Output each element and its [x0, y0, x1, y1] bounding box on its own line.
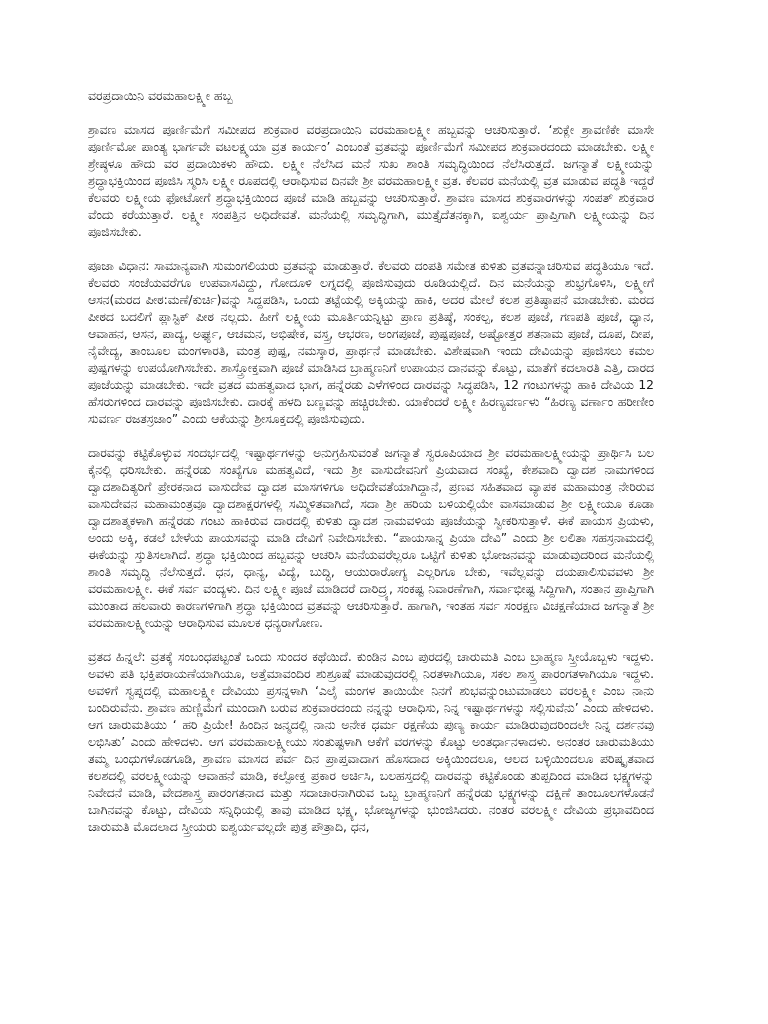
- document-page: [88, 88, 654, 1008]
- paragraph-thread-significance: ದಾರವನ್ನು ಕಟ್ಟಿಕೊಳ್ಳುವ ಸಂದರ್ಭದಲ್ಲಿ ಇಷ್ಟಾರ್ಥಗಳನ್ನು ಅನುಗ್ರಹಿಸುವಂತೆ ಜಗನ್ಮಾತೆ ಸ್ವರೂಪಿಯಾದ ಶ್ರೀ ವರಮಹಾಲಕ್ಷ್ಮೀಯನ್ನು ಪ್ರಾರ್ಥಿಸಿ ಬಲ ಕೈನಲ್ಲಿ ಧರಿಸಬೇಕು. ಹನ್ನೆರಡು ಸಂಖ್ಯೆಗೂ ಮಹತ್ವವಿದೆ, ಇದು ಶ್ರೀ ವಾಸುದೇವನಿಗೆ ಪ್ರಿಯವಾದ ಸಂಖ್ಯೆ, ಕೇಶವಾದಿ ದ್ವಾದಶ ನಾಮಗಳಿಂದ ದ್ವಾದಶಾದಿತ್ಯರಿಗೆ ಪ್ರೇರಕನಾದ ವಾಸುದೇವ ದ್ವಾದಶ ಮಾಸಗಳಿಗೂ ಅಧಿದೇವತೆಯಾಗಿದ್ದಾನೆ, ಪ್ರಣವ ಸಹಿತವಾದ ವ್ಯಾಪಕ ಮಹಾಮಂತ್ರ ನೇರಿರುವ ವಾಸುದೇವನ ಮಹಾಮಂತ್ರವೂ ದ್ವಾದಶಾಕ್ಷರಗಳಲ್ಲಿ ಸಮ್ಮಿಳಿತವಾಗಿದೆ, ಸದಾ ಶ್ರೀ ಹರಿಯ ಬಳಿಯಲ್ಲಿಯೇ ವಾಸಮಾಡುವ ಶ್ರೀ ಲಕ್ಷ್ಮೀಯೂ ಕೂಡಾ ದ್ವಾದಶಾತ್ಮಕಳಾಗಿ ಹನ್ನೆರಡು ಗಂಟು ಹಾಕಿರುವ ದಾರದಲ್ಲಿ ಕುಳಿತು ದ್ವಾದಶ ನಾಮವಳಿಯ ಪೂಜೆಯನ್ನು ಸ್ವೀಕರಿಸುತ್ತಾಳೆ. ಈಕೆ ಪಾಯಸ ಪ್ರಿಯಳು, ಅಂದು ಅಕ್ಕಿ, ಕಡಲೆ ಬೇಳೆಯ ಪಾಯಸವನ್ನು ಮಾಡಿ ದೇವಿಗೆ ನಿವೇದಿಸಬೇಕು. “ಪಾಯಸಾನ್ನ ಪ್ರಿಯಾ ದೇವಿ” ಎಂದು ಶ್ರೀ ಲಲಿತಾ ಸಹಸ್ರನಾಮದಲ್ಲಿ ಈಕೆಯನ್ನು ಸ್ತುತಿಸಲಾಗಿದೆ. ಶ್ರದ್ಧಾ ಭಕ್ತಿಯಿಂದ ಹಬ್ಬವನ್ನು ಆಚರಿಸಿ ಮನೆಯವರೆಲ್ಲರೂ ಒಟ್ಟಿಗೆ ಕುಳಿತು ಭೋಜನವನ್ನು ಮಾಡುವುದರಿಂದ ಮನೆಯಲ್ಲಿ ಶಾಂತಿ ಸಮೃದ್ಧಿ ನೆಲೆಸುತ್ತದೆ. ಧನ, ಧಾನ್ಯ, ವಿದ್ಯೆ, ಬುದ್ಧಿ, ಆಯುರಾರೋಗ್ಯ ಎಲ್ಲರಿಗೂ ಬೇಕು, ಇವೆಲ್ಲವನ್ನು ದಯಪಾಲಿಸುವವಳು ಶ್ರೀ ವರಮಹಾಲಕ್ಷ್ಮೀ. ಈಕೆ ಸರ್ವ ವಂದ್ಯಳು. ದಿನ ಲಕ್ಷ್ಮೀ ಪೂಜೆ ಮಾಡಿದರೆ ದಾರಿದ್ರ್ಯ, ಸಂಕಷ್ಟ ನಿವಾರಣೆಗಾಗಿ, ಸರ್ವಾಭೀಷ್ಟ ಸಿದ್ದಿಗಾಗಿ, ಸಂತಾನ ಪ್ರಾಪ್ತಿಗಾಗಿ ಮುಂತಾದ ಹಲವಾರು ಕಾರಣಗಳಿಗಾಗಿ ಶ್ರದ್ಧಾ ಭಕ್ತಿಯಿಂದ ವ್ರತವನ್ನು ಆಚರಿಸುತ್ತಾರೆ. ಹಾಗಾಗಿ, ಇಂತಹ ಸರ್ವ ಸಂರಕ್ಷಣ ವಿಚಕ್ಷಣೆಯಾದ ಜಗನ್ಮಾತೆ ಶ್ರೀ ವರಮಹಾಲಕ್ಷ್ಮೀಯನ್ನು ಆರಾಧಿಸುವ ಮೂಲಕ ಧನ್ಯರಾಗೋಣ.: [88, 446, 654, 630]
- paragraph-intro: ಶ್ರಾವಣ ಮಾಸದ ಪೂರ್ಣಿಮೆಗೆ ಸಮೀಪದ ಶುಕ್ರವಾರ ವರಪ್ರದಾಯಿನಿ ವರಮಹಾಲಕ್ಷ್ಮೀ ಹಬ್ಬವನ್ನು ಆಚರಿಸುತ್ತಾರೆ. ‘ಶುಕ್ಲೇ ಶ್ರಾವಣಿಕೇ ಮಾಸೇ ಪೂರ್ಣಿಮೋ ಪಾಂತ್ಯ ಭಾರ್ಗವೇ ವಟಲಕ್ಷ್ಮಯಾ ವ್ರತ ಕಾರ್ಯಂ’ ಎಂಬಂತೆ ವ್ರತವನ್ನು ಪೂರ್ಣಿಮೆಗೆ ಸಮೀಪದ ಶುಕ್ರವಾರದಂದು ಮಾಡಬೇಕು. ಲಕ್ಷ್ಮೀ ಶ್ರೇಷ್ಠಳೂ ಹೌದು ವರ ಪ್ರದಾಯಿಕಳು ಹೌದು. ಲಕ್ಷ್ಮೀ ನೆಲೆಸಿದ ಮನೆ ಸುಖ ಶಾಂತಿ ಸಮೃದ್ಧಿಯಿಂದ ನೆಲೆಸಿರುತ್ತದೆ. ಜಗನ್ಮಾತೆ ಲಕ್ಷ್ಮೀಯನ್ನು ಶ್ರದ್ಧಾಭಕ್ತಿಯಿಂದ ಪೂಜಿಸಿ ಸ್ಮರಿಸಿ ಲಕ್ಷ್ಮೀ ರೂಪದಲ್ಲಿ ಆರಾಧಿಸುವ ದಿನವೇ ಶ್ರೀ ವರಮಹಾಲಕ್ಷ್ಮೀ ವ್ರತ. ಕೆಲವರ ಮನೆಯಲ್ಲಿ ವ್ರತ ಮಾಡುವ ಪದ್ಧತಿ ಇದ್ದರೆ ಕೆಲವರು ಲಕ್ಷ್ಮೀಯ ಫೋಟೋಗೆ ಶ್ರದ್ಧಾಭಕ್ತಿಯಿಂದ ಪೂಜೆ ಮಾಡಿ ಹಬ್ಬವನ್ನು ಆಚರಿಸುತ್ತಾರೆ. ಶ್ರಾವಣ ಮಾಸದ ಶುಕ್ರವಾರಗಳನ್ನು ಸಂಪತ್ ಶುಕ್ರವಾರ ವೆಂದು ಕರೆಯುತ್ತಾರೆ. ಲಕ್ಷ್ಮೀ ಸಂಪತ್ತಿನ ಅಧಿದೇವತೆ. ಮನೆಯಲ್ಲಿ ಸಮೃದ್ಧಿಗಾಗಿ, ಮುತ್ತೈದೆತನಕ್ಕಾಗಿ, ಐಶ್ವರ್ಯ ಪ್ರಾಪ್ತಿಗಾಗಿ ಲಕ್ಷ್ಮೀಯನ್ನು ದಿನ ಪೂಜಿಸಬೇಕು.: [88, 123, 654, 239]
- paragraph-puja-vidhana: ಪೂಜಾ ವಿಧಾನ: ಸಾಮಾನ್ಯವಾಗಿ ಸುಮಂಗಲಿಯರು ವ್ರತವನ್ನು ಮಾಡುತ್ತಾರೆ. ಕೆಲವರು ದಂಪತಿ ಸಮೇತ ಕುಳಿತು ವ್ರತವನ್ನಾಚರಿಸುವ ಪದ್ಧತಿಯೂ ಇದೆ. ಕೆಲವರು ಸಂಜೆಯವರೆಗೂ ಉಪವಾಸವಿದ್ದು, ಗೋದೂಳಿ ಲಗ್ನದಲ್ಲಿ ಪೂಜಿಸುವುದು ರೂಡಿಯಲ್ಲಿದೆ. ದಿನ ಮನೆಯನ್ನು ಶುಭ್ರಗೊಳಿಸಿ, ಲಕ್ಷ್ಮೀಗೆ ಆಸನ(ಮರದ ಪೀಠ:ಮಣೆ/ಕುರ್ಚಿ)ವನ್ನು ಸಿದ್ದಪಡಿಸಿ, ಒಂದು ತಟ್ಟೆಯಲ್ಲಿ ಅಕ್ಕಿಯನ್ನು ಹಾಕಿ, ಅದರ ಮೇಲೆ ಕಲಶ ಪ್ರತಿಷ್ಠಾಪನೆ ಮಾಡಬೇಕು. ಮರದ ಪೀಠದ ಬದಲಿಗೆ ಪ್ಲಾಸ್ಟಿಕ್ ಪೀಠ ನಲ್ಲದು. ಹೀಗೆ ಲಕ್ಷ್ಮೀಯ ಮೂರ್ತಿಯನ್ನಿಟ್ಟು ಪ್ರಾಣ ಪ್ರತಿಷ್ಠೆ, ಸಂಕಲ್ಪ, ಕಲಶ ಪೂಜೆ, ಗಣಪತಿ ಪೂಜೆ, ಧ್ಯಾನ, ಆವಾಹನ, ಆಸನ, ಪಾದ್ಯ, ಅರ್ಘ್ಯ, ಆಚಮನ, ಅಭಿಷೇಕ, ವಸ್ತ್ರ, ಆಭರಣ, ಅಂಗಪೂಜೆ, ಪುಷ್ಪಪೂಜೆ, ಅಷ್ಟೋತ್ತರ ಶತನಾಮ ಪೂಜೆ, ದೂಪ, ದೀಪ, ನೈವೇದ್ಯ, ತಾಂಬೂಲ ಮಂಗಳಾರತಿ, ಮಂತ್ರ ಪುಷ್ಪ, ನಮಸ್ಕಾರ, ಪ್ರಾರ್ಥನೆ ಮಾಡಬೇಕು. ವಿಶೇಷವಾಗಿ ಇಂದು ದೇವಿಯನ್ನು ಪೂಜಿಸಲು ಕಮಲ ಪುಷ್ಪಗಳನ್ನು ಉಪಯೋಗಿಸಬೇಕು. ಶಾಸ್ತ್ರೋಕ್ತವಾಗಿ ಪೂಜೆ ಮಾಡಿಸಿದ ಬ್ರಾಹ್ಮಣನಿಗೆ ಉಪಾಯನ ದಾನವನ್ನು ಕೊಟ್ಟು, ಮಾತೆಗೆ ಕದಲಾರತಿ ಎತ್ತಿ, ದಾರದ ಪೂಜೆಯನ್ನು ಮಾಡಬೇಕು. ಇದೇ ವ್ರತದ ಮಹತ್ವವಾದ ಭಾಗ, ಹನ್ನೆರಡು ಎಳೆಗಳಿಂದ ದಾರವನ್ನು ಸಿದ್ಧಪಡಿಸಿ, 12 ಗಂಟುಗಳನ್ನು ಹಾಕಿ ದೇವಿಯ 12 ಹೆಸರುಗಳಿಂದ ದಾರವನ್ನು ಪೂಜಿಸಬೇಕು. ದಾರಕ್ಕೆ ಹಳದಿ ಬಣ್ಣವನ್ನು ಹಚ್ಚಿರಬೇಕು. ಯಾಕೆಂದರೆ ಲಕ್ಷ್ಮೀ ಹಿರಣ್ಯವರ್ಣಳು “ಹಿರಣ್ಯ ವರ್ಣಾಂ ಹರೀಣೀಂ ಸುವರ್ಣ ರಜತಸ್ರಜಾಂ” ಎಂದು ಆಕೆಯನ್ನು ಶ್ರೀಸೂಕ್ತದಲ್ಲಿ ಪೂಜಿಸುವುದು.: [88, 259, 654, 426]
- paragraph-vrata-background: ವ್ರತದ ಹಿನ್ನಲೆ: ವ್ರತಕ್ಕೆ ಸಂಬಂಧಪಟ್ಟಂತೆ ಒಂದು ಸುಂದರ ಕಥೆಯಿದೆ. ಕುಂಡಿನ ಎಂಬ ಪುರದಲ್ಲಿ ಚಾರುಮತಿ ಎಂಬ ಬ್ರಾಹ್ಮಣ ಸ್ತ್ರೀಯೊಬ್ಬಳು ಇದ್ದಳು. ಅವಳು ಪತಿ ಭಕ್ತಿಪರಾಯಣೆಯಾಗಿಯೂ, ಅತ್ತೆಮಾವಂದಿರ ಶುಶ್ರೂಷೆ ಮಾಡುವುದರಲ್ಲಿ ನಿರತಳಾಗಿಯೂ, ಸಕಲ ಶಾಸ್ತ್ರ ಪಾರಂಗತಳಾಗಿಯೂ ಇದ್ದಳು. ಅವಳಿಗೆ ಸ್ವಪ್ನದಲ್ಲಿ ಮಹಾಲಕ್ಷ್ಮೀ ದೇವಿಯು ಪ್ರಸನ್ನಳಾಗಿ ‘ಎಲೈ ಮಂಗಳ ತಾಯಿಯೇ ನಿನಗೆ ಶುಭವನ್ನುಂಟುಮಾಡಲು ವರಲಕ್ಷ್ಮೀ ಎಂಬ ನಾನು ಬಂದಿರುವೆನು. ಶ್ರಾವಣ ಹುಣ್ಣಿಮೆಗೆ ಮುಂದಾಗಿ ಬರುವ ಶುಕ್ರವಾರದಂದು ನನ್ನನ್ನು ಆರಾಧಿಸು, ನಿನ್ನ ಇಷ್ಟಾರ್ಥಗಳನ್ನು ಸಲ್ಲಿಸುವೆನು’ ಎಂದು ಹೇಳಿದಳು. ಆಗ ಚಾರುಮತಿಯು ‘ ಹರಿ ಪ್ರಿಯೇ! ಹಿಂದಿನ ಜನ್ಮದಲ್ಲಿ ನಾನು ಅನೇಕ ಧರ್ಮ ರಕ್ಷಣೆಯ ಪುಣ್ಯ ಕಾರ್ಯ ಮಾಡಿರುವುದರಿಂದಲೇ ನಿನ್ನ ದರ್ಶನವು ಲಭಿಸಿತು’ ಎಂದು ಹೇಳಿದಳು. ಆಗ ವರಮಹಾಲಕ್ಷ್ಮೀಯು ಸಂತುಷ್ಟಳಾಗಿ ಆಕೆಗೆ ವರಗಳನ್ನು ಕೊಟ್ಟು ಅಂತರ್ಧಾನಳಾದಳು. ಅನಂತರ ಚಾರುಮತಿಯು ತಮ್ಮ ಬಂಧುಗಳೊಡಗೂಡಿ, ಶ್ರಾವಣ ಮಾಸದ ಪರ್ವ ದಿನ ಪ್ರಾಪ್ತವಾದಾಗ ಹೊಸದಾದ ಅಕ್ಕಿಯಿಂದಲೂ, ಆಲದ ಬಳ್ಳಿಯಿಂದಲೂ ಪರಿಷ್ಕೃತವಾದ ಕಲಶದಲ್ಲಿ ವರಲಕ್ಷ್ಮೀಯನ್ನು ಆವಾಹನೆ ಮಾಡಿ, ಕಲ್ಪೋಕ್ತ ಪ್ರಕಾರ ಅರ್ಚಿಸಿ, ಬಲಹಸ್ತದಲ್ಲಿ ದಾರವನ್ನು ಕಟ್ಟಿಕೊಂಡು ತುಪ್ಪದಿಂದ ಮಾಡಿದ ಭಕ್ಷ್ಯಗಳನ್ನು ನಿವೇದನೆ ಮಾಡಿ, ವೇದಶಾಸ್ತ್ರ ಪಾರಂಗತನಾದ ಮತ್ತು ಸದಾಚಾರನಾಗಿರುವ ಒಬ್ಬ ಬ್ರಾಹ್ಮಣನಿಗೆ ಹನ್ನೆರಡು ಭಕ್ಷ್ಯಗಳನ್ನು ದಕ್ಷಿಣೆ ತಾಂಬೂಲಗಳೊಡನೆ ಬಾಗಿನವನ್ನು ಕೊಟ್ಟು, ದೇವಿಯ ಸನ್ನಿಧಿಯಲ್ಲಿ ತಾವು ಮಾಡಿದ ಭಕ್ಷ್ಯ, ಭೋಜ್ಯಗಳನ್ನು ಭುಂಜಿಸಿದರು. ನಂತರ ವರಲಕ್ಷ್ಮೀ ದೇವಿಯ ಪ್ರಭಾವದಿಂದ ಚಾರುಮತಿ ಮೊದಲಾದ ಸ್ತ್ರೀಯರು ಐಶ್ವರ್ಯವಲ್ಲದೇ ಪುತ್ರ ಪೌತ್ರಾದಿ, ಧನ,: [88, 650, 654, 834]
- document-title: ವರಪ್ರದಾಯಿನಿ ವರಮಹಾಲಕ್ಷ್ಮೀ ಹಬ್ಬ: [88, 88, 233, 103]
